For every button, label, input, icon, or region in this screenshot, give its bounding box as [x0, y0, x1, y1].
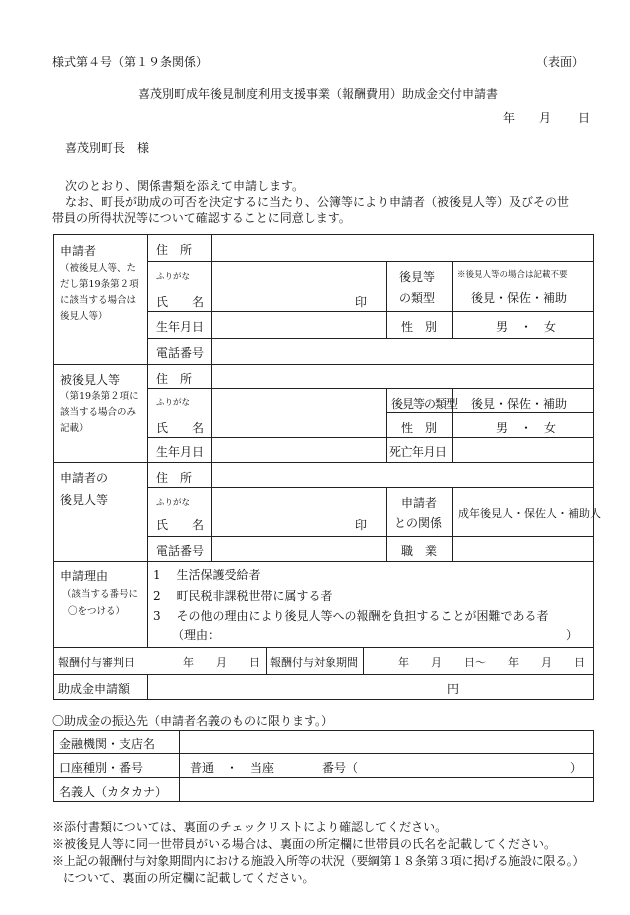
guardian-occupation-label: 職 業 [401, 544, 438, 558]
reason-note-2: 〇をつける） [68, 606, 126, 617]
applicant-type-label-2: の類型 [399, 291, 436, 305]
note-1: ※添付書類については、裏面のチェックリストにより確認してください。 [52, 820, 448, 834]
applicant-address-label: 住 所 [156, 243, 193, 257]
applicant-type-options[interactable]: 後見・保佐・補助 [471, 291, 568, 305]
reason-option-3[interactable]: 3 その他の理由により後見人等への報酬を負担することが困難である者 [153, 609, 549, 623]
decision-date-label: 報酬付与審判日 [58, 656, 135, 669]
date-year: 年 [503, 111, 516, 125]
applicant-note-3: に該当する場合は [60, 295, 137, 306]
reason-option-2[interactable]: 2 町民税非課税世帯に属する者 [153, 589, 333, 603]
ward-death-date-label: 死亡年月日 [389, 445, 447, 459]
guardian-name-label: 氏 名 [156, 518, 205, 532]
ward-note-1: （第19条第２項に [60, 391, 139, 402]
ward-address-field[interactable] [212, 366, 593, 387]
amount-label: 助成金申請額 [58, 682, 131, 696]
applicant-note-4: 後見人等） [60, 311, 108, 322]
bank-account-field[interactable]: 普通 ・ 当座 番号（ [190, 761, 359, 775]
applicant-furigana-label: ふりがな [156, 272, 191, 282]
note-4: について、裏面の所定欄に記載してください。 [63, 871, 315, 885]
guardian-furigana-label: ふりがな [156, 498, 191, 508]
date-month: 月 [539, 111, 552, 125]
ward-death-date-field[interactable] [453, 439, 593, 461]
note-3: ※上記の報酬付与対象期間内における施設入所等の状況（要綱第１８条第３項に掲げる施設に限る。） [52, 854, 585, 868]
bank-heading: 〇助成金の振込先（申請者名義のものに限ります。） [52, 714, 334, 728]
decision-date-field[interactable]: 年 月 日 [183, 656, 260, 669]
applicant-type-label-1: 後見等 [399, 270, 436, 284]
bank-holder-field[interactable] [181, 780, 592, 800]
period-label: 報酬付与対象期間 [270, 656, 358, 669]
reason-option-1[interactable]: 1 生活保護受給者 [153, 568, 261, 582]
guardian-address-label: 住 所 [156, 471, 193, 485]
applicant-heading: 申請者 [60, 244, 97, 258]
bank-account-close: ） [570, 761, 583, 775]
guardian-heading-1: 申請者の [60, 471, 109, 485]
applicant-name-label: 氏 名 [156, 295, 205, 309]
ward-note-3: 記載） [60, 423, 89, 434]
reason-detail-field[interactable] [220, 624, 560, 642]
ward-type-label: 後見等の類型 [391, 397, 458, 411]
amount-unit: 円 [447, 682, 460, 696]
intro-line-3: 帯員の所得状況等について確認することに同意します。 [52, 211, 351, 225]
applicant-birthdate-label: 生年月日 [156, 320, 205, 334]
applicant-seal-mark: 印 [355, 295, 368, 309]
reason-detail-label: （理由： [172, 628, 221, 642]
guardian-relation-label-1: 申請者 [401, 496, 438, 510]
reason-note-1: （該当する番号に [62, 589, 139, 600]
applicant-phone-label: 電話番号 [156, 346, 205, 360]
applicant-phone-field[interactable] [212, 340, 593, 363]
guardian-occupation-field[interactable] [453, 538, 593, 560]
ward-birthdate-field[interactable] [212, 439, 385, 461]
guardian-address-field[interactable] [212, 464, 593, 486]
bank-holder-label: 名義人（カタカナ） [59, 785, 168, 799]
ward-name-field[interactable] [212, 390, 385, 436]
ward-heading: 被後見人等 [60, 373, 121, 387]
applicant-sex-options[interactable]: 男 ・ 女 [496, 320, 557, 334]
ward-name-label: 氏 名 [156, 421, 205, 435]
ward-sex-options[interactable]: 男 ・ 女 [496, 421, 557, 435]
guardian-relation-label-2: との関係 [394, 516, 443, 530]
amount-field[interactable] [148, 676, 444, 698]
ward-furigana-label: ふりがな [156, 398, 191, 408]
reason-detail-close: ） [566, 628, 579, 642]
applicant-sex-label: 性 別 [401, 320, 438, 334]
applicant-note-2: だし第19条第２項 [60, 279, 139, 290]
ward-address-label: 住 所 [156, 372, 193, 386]
reason-heading: 申請理由 [60, 569, 109, 583]
period-field[interactable]: 年 月 日～ 年 月 日 [398, 656, 585, 669]
date-day: 日 [578, 111, 591, 125]
ward-birthdate-label: 生年月日 [156, 445, 205, 459]
intro-line-1: 次のとおり、関係書類を添えて申請します。 [65, 179, 305, 193]
guardian-phone-field[interactable] [212, 538, 385, 560]
form-number: 様式第４号（第１９条関係） [52, 55, 209, 69]
document-title: 喜茂別町成年後見制度利用支援事業（報酬費用）助成金交付申請書 [138, 87, 499, 101]
ward-type-options[interactable]: 後見・保佐・補助 [471, 397, 568, 411]
applicant-type-note: ※後見人等の場合は記載不要 [457, 270, 568, 280]
addressee: 喜茂別町長 様 [65, 141, 150, 155]
guardian-heading-2: 後見人等 [60, 493, 109, 507]
guardian-seal-mark: 印 [355, 518, 368, 532]
guardian-phone-label: 電話番号 [156, 544, 205, 558]
intro-line-2: なお、町長が助成の可否を決定するに当たり、公簿等により申請者（被後見人等）及びその世 [65, 195, 570, 209]
applicant-address-field[interactable] [212, 236, 593, 260]
guardian-relation-options[interactable]: 成年後見人・保佐人・補助人 [458, 507, 601, 520]
applicant-birthdate-field[interactable] [212, 313, 385, 337]
bank-account-label: 口座種別・番号 [59, 761, 144, 775]
bank-institution-field[interactable] [181, 732, 592, 752]
note-2: ※被後見人等に同一世帯員がいる場合は、裏面の所定欄に世帯員の氏名を記載してください。 [52, 837, 557, 851]
ward-note-2: 該当する場合のみ [60, 407, 137, 418]
bank-institution-label: 金融機関・支店名 [59, 737, 156, 751]
side-label: （表面） [536, 55, 585, 69]
ward-sex-label: 性 別 [401, 421, 438, 435]
applicant-note-1: （被後見人等、た [60, 263, 137, 274]
